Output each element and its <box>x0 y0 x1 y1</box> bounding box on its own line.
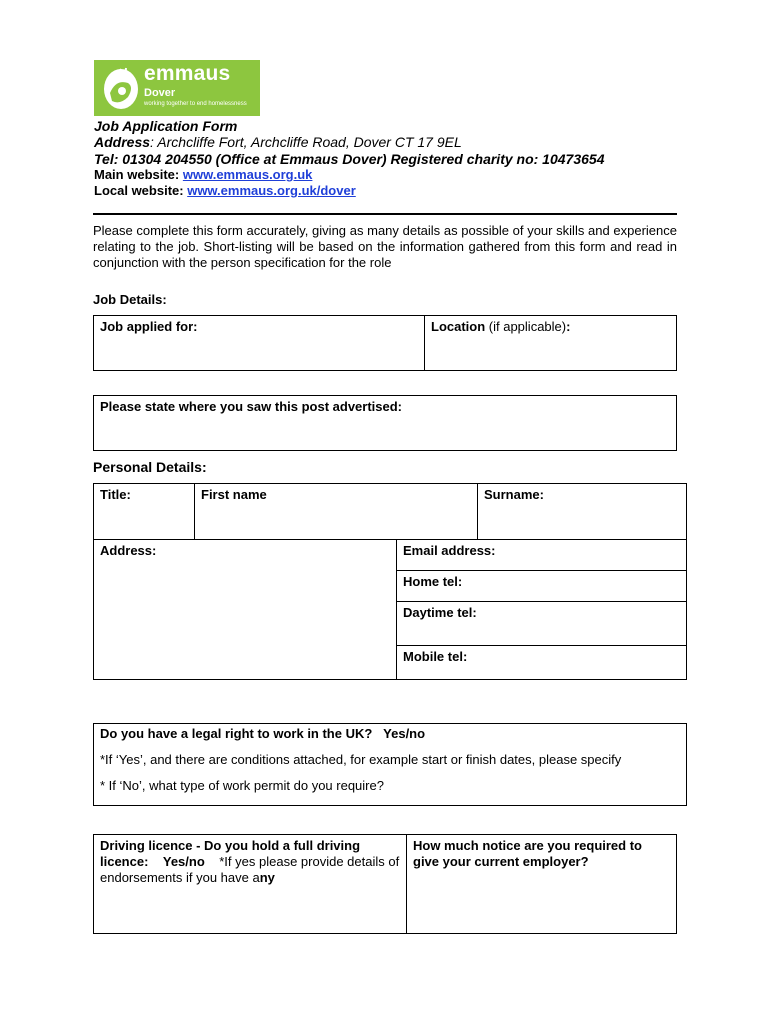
right-to-work-question: Do you have a legal right to work in the UK? <box>100 726 373 741</box>
mobile-tel-field[interactable] <box>397 646 687 680</box>
location-colon: : <box>566 319 571 334</box>
home-tel-label: Home tel: <box>403 574 463 589</box>
personal-details-heading: Personal Details: <box>93 459 207 475</box>
mobile-tel-label: Mobile tel: <box>403 649 468 664</box>
driving-note-end: ny <box>259 870 275 885</box>
driving-options: Yes/no <box>162 854 205 869</box>
surname-label: Surname: <box>484 487 544 502</box>
email-field[interactable] <box>397 540 687 571</box>
home-tel-field[interactable] <box>397 571 687 602</box>
title-label: Title: <box>100 487 131 502</box>
daytime-tel-label: Daytime tel: <box>403 605 477 620</box>
local-website-line <box>94 183 356 198</box>
right-to-work-table <box>93 723 687 806</box>
location-field[interactable] <box>425 316 677 371</box>
contact-details-table <box>93 539 687 680</box>
job-details-table <box>93 315 677 371</box>
address-label: Address: <box>100 543 157 558</box>
address-label: Address <box>94 134 151 150</box>
form-title: Job Application Form <box>94 118 238 134</box>
address-line <box>94 134 462 150</box>
notice-period-field[interactable] <box>407 835 677 934</box>
surname-field[interactable] <box>478 484 687 540</box>
logo-place: Dover <box>144 87 176 99</box>
address-field[interactable] <box>94 540 397 680</box>
location-label: Location <box>431 319 486 334</box>
tel-line: Tel: 01304 204550 (Office at Emmaus Dover) Registered charity no: 10473654 <box>94 151 605 167</box>
logo-brand: emmaus <box>144 62 231 85</box>
daytime-tel-field[interactable] <box>397 602 687 646</box>
driving-notice-table <box>93 834 677 934</box>
right-to-work-if-yes: *If ‘Yes’, and there are conditions attached, for example start or finish dates, please specify <box>100 752 622 767</box>
right-to-work-if-no: * If ‘No’, what type of work permit do you require? <box>100 778 384 793</box>
job-applied-for-label: Job applied for: <box>100 319 198 334</box>
local-website-link[interactable]: www.emmaus.org.uk/dover <box>187 183 356 198</box>
local-website-label: Local website: <box>94 183 188 198</box>
notice-question: How much notice are you required to give your current employer? <box>413 838 642 869</box>
first-name-label: First name <box>201 487 267 502</box>
right-to-work-options: Yes/no <box>383 726 426 741</box>
driving-licence-field[interactable] <box>94 835 407 934</box>
job-applied-for-field[interactable] <box>94 316 425 371</box>
advert-table <box>93 395 677 451</box>
advert-source-field[interactable] <box>94 396 677 451</box>
location-note: (if applicable) <box>485 319 567 334</box>
intro-paragraph: Please complete this form accurately, giving as many details as possible of your skills and experience relating to the job. Short-listing will be based on the information gathered from this form and read in conjunction with the person specification for the role <box>93 223 677 270</box>
main-website-line <box>94 167 312 182</box>
address-value: : Archcliffe Fort, Archcliffe Road, Dover CT 17 9EL <box>150 134 462 150</box>
logo-tagline: working together to end homelessness <box>144 101 247 107</box>
job-details-heading: Job Details: <box>93 292 167 307</box>
email-label: Email address: <box>403 543 496 558</box>
emmaus-hands-icon <box>98 63 144 113</box>
right-to-work-field[interactable] <box>94 724 687 806</box>
header-divider <box>93 213 677 215</box>
title-field[interactable] <box>94 484 195 540</box>
main-website-link[interactable]: www.emmaus.org.uk <box>182 167 313 182</box>
first-name-field[interactable] <box>195 484 478 540</box>
advert-question: Please state where you saw this post advertised: <box>100 399 403 414</box>
main-website-label: Main website: <box>94 167 183 182</box>
emmaus-logo <box>94 60 260 116</box>
driving-question: Driving licence - Do you hold a full driving licence: <box>100 838 361 869</box>
driving-note: *If yes please provide details of endorsements if you have a <box>100 854 400 885</box>
personal-details-table <box>93 483 687 540</box>
